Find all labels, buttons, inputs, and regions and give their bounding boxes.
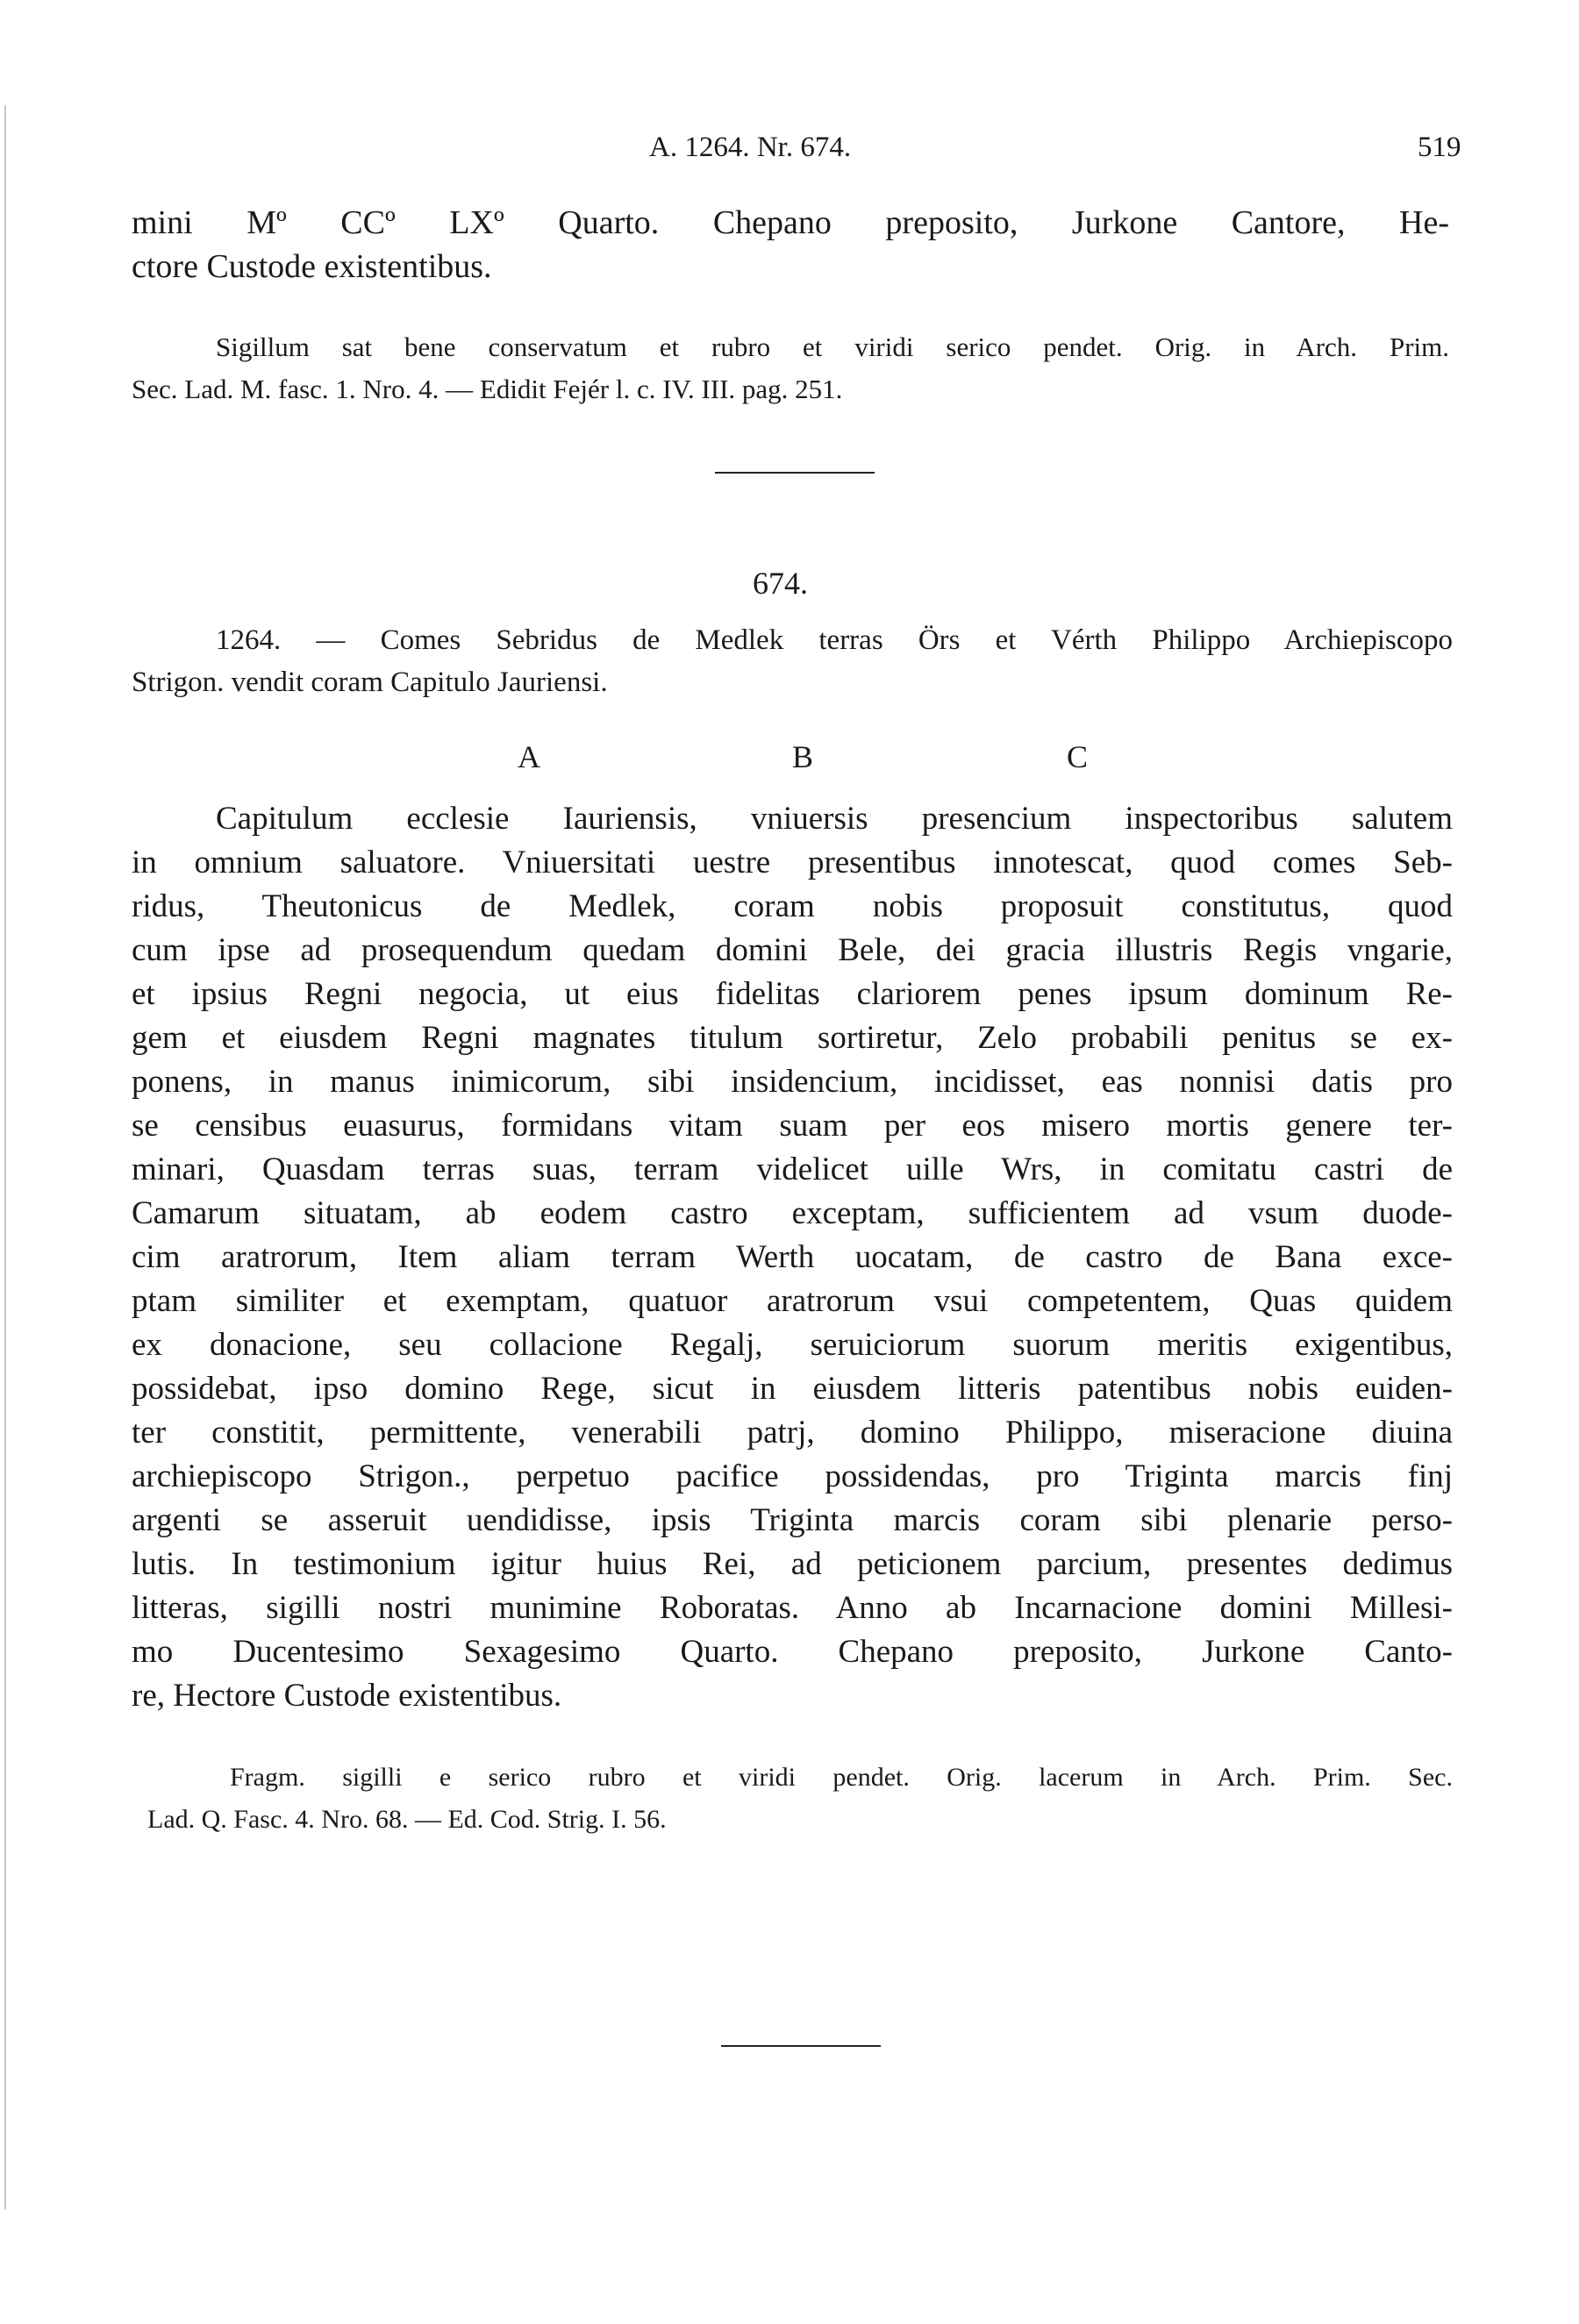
body-line: cim aratrorum, Item aliam terram Werth uocatam, de castro de Bana exce-: [132, 1239, 1453, 1275]
body-line: possidebat, ipso domino Rege, sicut in eiusdem litteris patentibus nobis euiden-: [132, 1371, 1453, 1407]
page-number: 519: [1418, 132, 1461, 163]
body-line: gem et eiusdem Regni magnates titulum sortiretur, Zelo probabili penitus se ex-: [132, 1020, 1453, 1056]
scan-margin-line: [4, 105, 6, 2210]
body-line: ponens, in manus inimicorum, sibi insidencium, incidisset, eas nonnisi datis pro: [132, 1064, 1453, 1100]
body-line: Camarum situatam, ab eodem castro exceptam, sufficientem ad vsum duode-: [132, 1195, 1453, 1231]
body-line: et ipsius Regni negocia, ut eius fidelitas clariorem penes ipsum dominum Re-: [132, 976, 1453, 1012]
previous-doc-line: mini Mº CCº LXº Quarto. Chepano preposito, Jurkone Cantore, He-: [132, 204, 1449, 241]
summary-line: Strigon. vendit coram Capitulo Jauriensi.: [132, 667, 608, 698]
body-line: archiepiscopo Strigon., perpetuo pacifice possidendas, pro Triginta marcis finj: [132, 1458, 1453, 1494]
footnote-line: Lad. Q. Fasc. 4. Nro. 68. — Ed. Cod. Strig. I. 56.: [147, 1805, 667, 1834]
body-line: ter constitit, permittente, venerabili patrj, domino Philippo, miseracione diuina: [132, 1415, 1453, 1451]
abc-marker-c: C: [1067, 739, 1089, 774]
separator-rule: [715, 472, 875, 474]
body-line: lutis. In testimonium igitur huius Rei, ad peticionem parcium, presentes dedimus: [132, 1546, 1453, 1582]
abc-marker-b: B: [792, 739, 814, 774]
previous-doc-note-line: Sec. Lad. M. fasc. 1. Nro. 4. — Edidit Fejér l. c. IV. III. pag. 251.: [132, 374, 843, 404]
body-line: se censibus euasurus, formidans vitam suam per eos misero mortis genere ter-: [132, 1108, 1453, 1144]
body-line: minari, Quasdam terras suas, terram videlicet uille Wrs, in comitatu castri de: [132, 1151, 1453, 1187]
body-line: ptam similiter et exemptam, quatuor aratrorum vsui competentem, Quas quidem: [132, 1283, 1453, 1319]
body-line: ridus, Theutonicus de Medlek, coram nobis proposuit constitutus, quod: [132, 888, 1453, 924]
body-line: re, Hectore Custode existentibus.: [132, 1678, 562, 1714]
body-line: argenti se asseruit uendidisse, ipsis Triginta marcis coram sibi plenarie perso-: [132, 1502, 1453, 1538]
body-line: litteras, sigilli nostri munimine Roboratas. Anno ab Incarnacione domini Millesi-: [132, 1590, 1453, 1626]
body-line: mo Ducentesimo Sexagesimo Quarto. Chepano preposito, Jurkone Canto-: [132, 1634, 1453, 1670]
running-header-title: A. 1264. Nr. 674.: [649, 132, 852, 163]
document-number: 674.: [753, 566, 808, 601]
footnote-line: Fragm. sigilli e serico rubro et viridi pendet. Orig. lacerum in Arch. Prim. Sec.: [230, 1763, 1453, 1792]
body-line: Capitulum ecclesie Iauriensis, vniuersis presencium inspectoribus salutem: [216, 801, 1453, 837]
body-line: ex donacione, seu collacione Regalj, seruiciorum suorum meritis exigentibus,: [132, 1327, 1453, 1363]
previous-doc-line: ctore Custode existentibus.: [132, 248, 492, 285]
body-line: in omnium saluatore. Vniuersitati uestre presentibus innotescat, quod comes Seb-: [132, 845, 1453, 880]
summary-line: 1264. — Comes Sebridus de Medlek terras Örs et Vérth Philippo Archiepiscopo: [216, 624, 1453, 656]
abc-marker-a: A: [518, 739, 540, 774]
body-line: cum ipse ad prosequendum quedam domini Bele, dei gracia illustris Regis vngarie,: [132, 932, 1453, 968]
previous-doc-note-line: Sigillum sat bene conservatum et rubro et viridi serico pendet. Orig. in Arch. Prim.: [216, 331, 1449, 362]
bottom-separator-rule: [721, 2045, 881, 2047]
